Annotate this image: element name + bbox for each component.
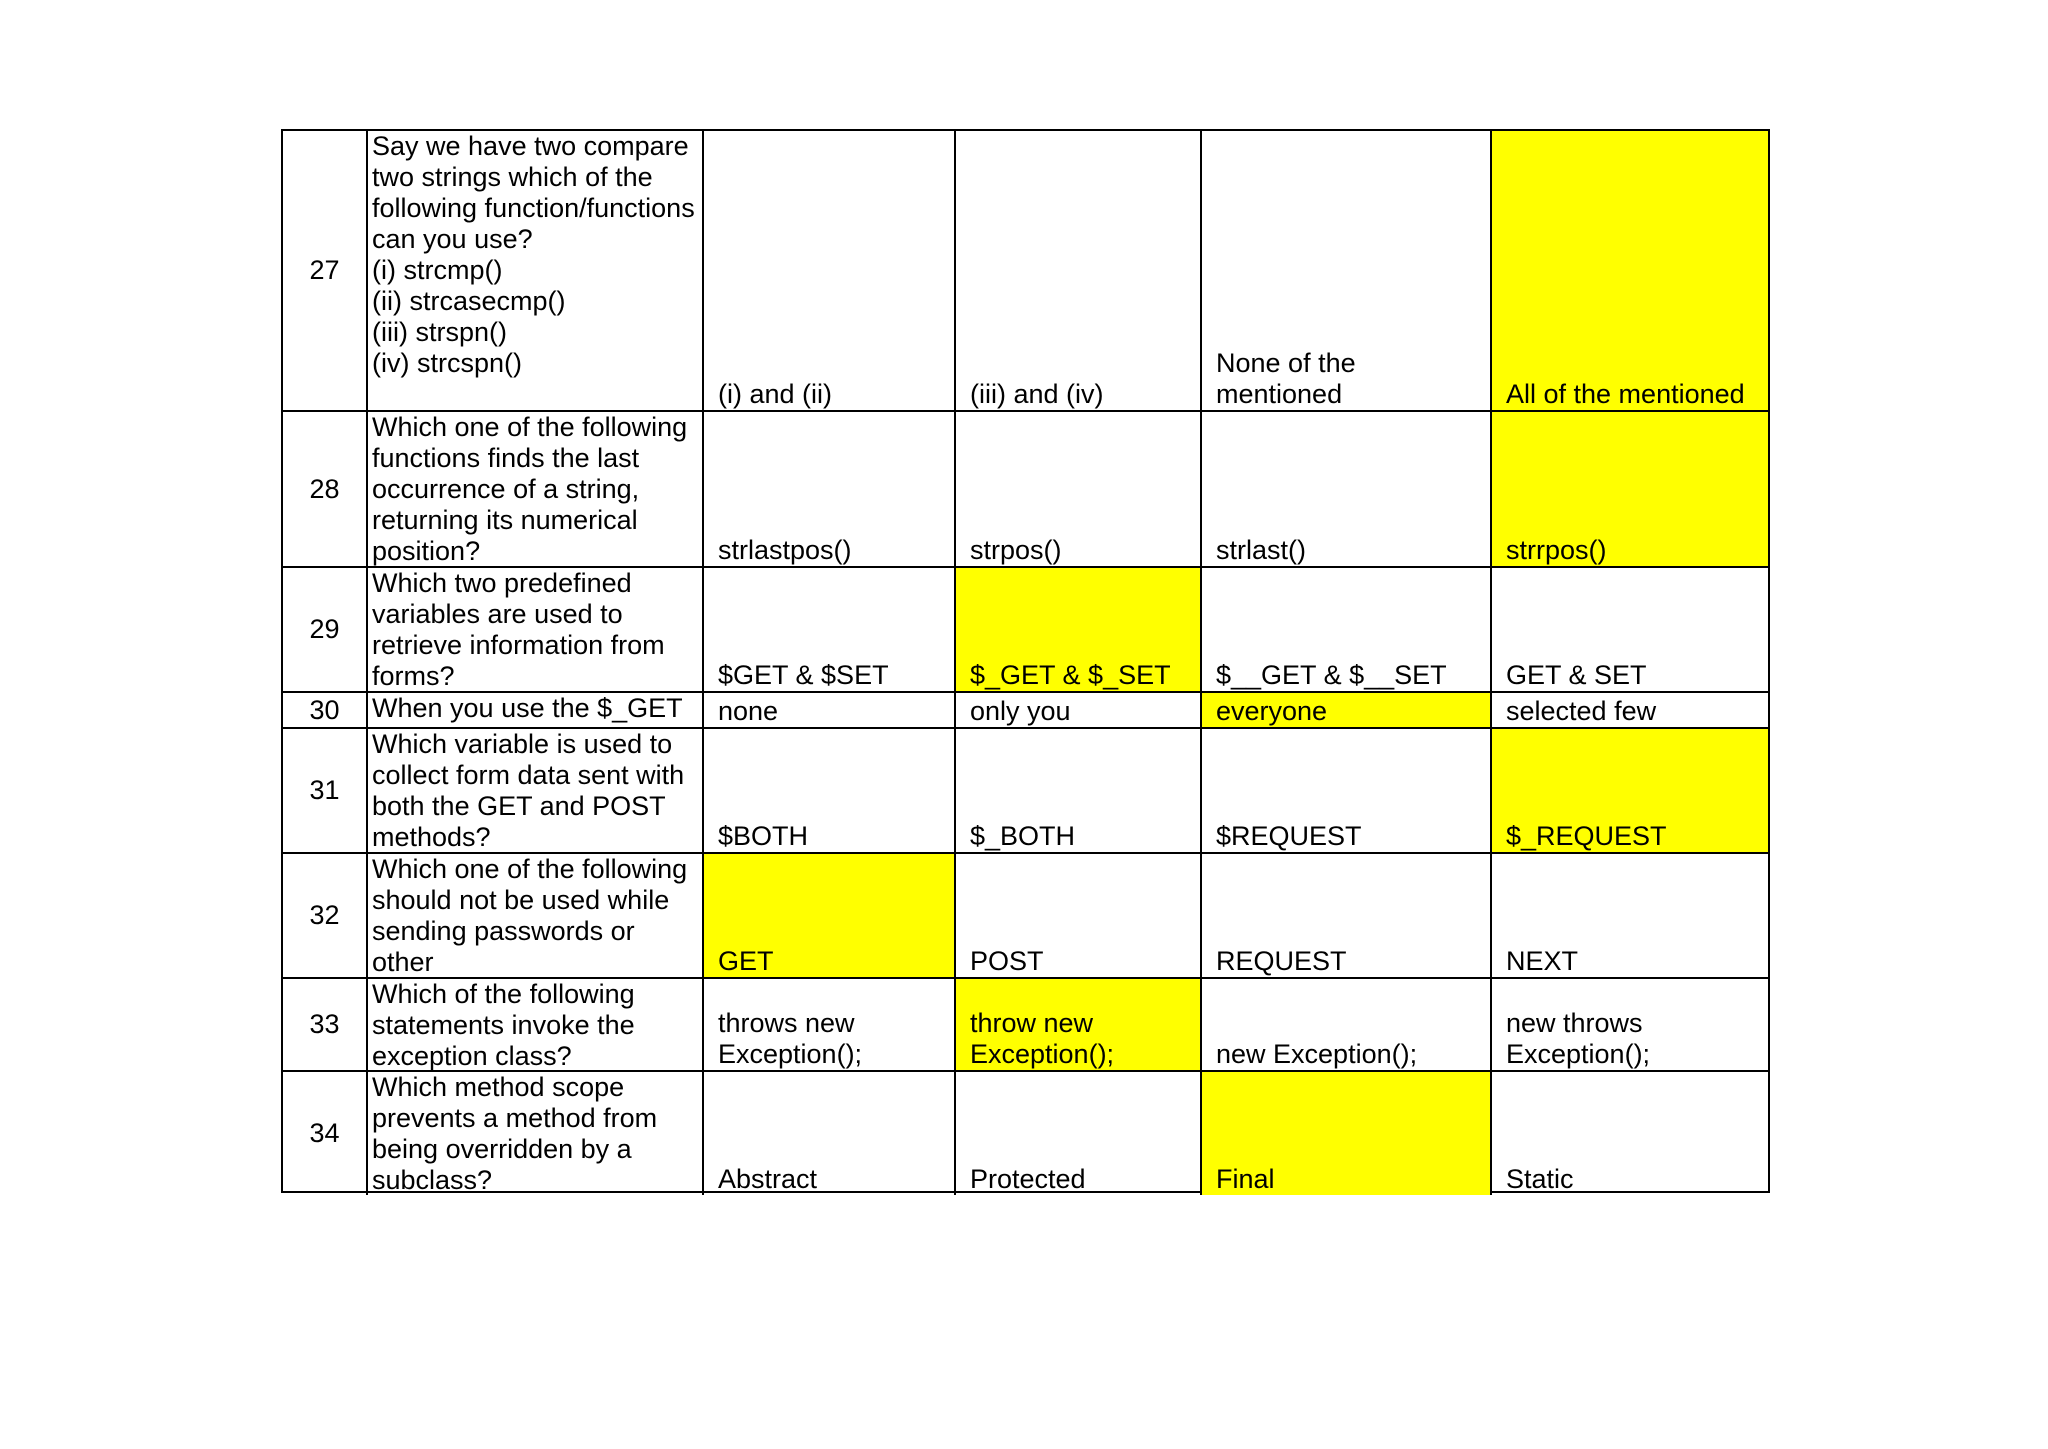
option-a bbox=[704, 568, 956, 693]
question-text: Which one of the following functions finds the last occurrence of a string, returning its numerical position? bbox=[368, 412, 704, 568]
option-label: (iii) and (iv) bbox=[970, 379, 1104, 409]
option-label: POST bbox=[970, 946, 1044, 976]
option-label: GET bbox=[718, 946, 774, 976]
option-c bbox=[1202, 854, 1492, 979]
option-a bbox=[704, 131, 956, 412]
option-c-correct bbox=[1202, 1072, 1492, 1195]
option-label: new throws Exception(); bbox=[1506, 1008, 1651, 1069]
question-row-28 bbox=[283, 412, 1768, 568]
option-label: strlast() bbox=[1216, 535, 1306, 565]
option-label: strrpos() bbox=[1506, 535, 1607, 565]
option-a bbox=[704, 979, 956, 1072]
question-row-30 bbox=[283, 693, 1768, 729]
option-b bbox=[956, 729, 1202, 854]
question-number: 31 bbox=[283, 729, 368, 854]
option-label: everyone bbox=[1216, 696, 1328, 726]
option-c bbox=[1202, 131, 1492, 412]
question-number: 28 bbox=[283, 412, 368, 568]
option-a-correct bbox=[704, 854, 956, 979]
question-text: Which of the following statements invoke the exception class? bbox=[368, 979, 704, 1072]
option-a bbox=[704, 1072, 956, 1195]
option-d bbox=[1492, 854, 1768, 979]
question-text: Which method scope prevents a method from being overridden by a subclass? bbox=[368, 1072, 704, 1195]
option-d bbox=[1492, 693, 1768, 729]
option-d-correct bbox=[1492, 131, 1768, 412]
option-d-correct bbox=[1492, 729, 1768, 854]
option-d bbox=[1492, 979, 1768, 1072]
option-label: $__GET & $__SET bbox=[1216, 660, 1447, 690]
option-a bbox=[704, 412, 956, 568]
option-label: Protected bbox=[970, 1164, 1086, 1194]
option-a bbox=[704, 729, 956, 854]
quiz-table bbox=[281, 129, 1770, 1193]
option-label: Abstract bbox=[718, 1164, 818, 1194]
question-row-31 bbox=[283, 729, 1768, 854]
question-number: 30 bbox=[283, 693, 368, 729]
option-b bbox=[956, 131, 1202, 412]
option-label: None of the mentioned bbox=[1216, 348, 1356, 409]
option-label: $_GET & $_SET bbox=[970, 660, 1171, 690]
question-text: Which one of the following should not be used while sending passwords or other bbox=[368, 854, 704, 979]
option-c bbox=[1202, 979, 1492, 1072]
option-label: throws new Exception(); bbox=[718, 1008, 863, 1069]
option-b-correct bbox=[956, 568, 1202, 693]
option-b bbox=[956, 1072, 1202, 1195]
option-label: GET & SET bbox=[1506, 660, 1647, 690]
option-d-correct bbox=[1492, 412, 1768, 568]
option-label: $_BOTH bbox=[970, 821, 1076, 851]
option-label: REQUEST bbox=[1216, 946, 1347, 976]
option-b bbox=[956, 854, 1202, 979]
question-number: 29 bbox=[283, 568, 368, 693]
option-label: strlastpos() bbox=[718, 535, 852, 565]
option-c-correct bbox=[1202, 693, 1492, 729]
option-d bbox=[1492, 568, 1768, 693]
option-label: $BOTH bbox=[718, 821, 809, 851]
option-label: $REQUEST bbox=[1216, 821, 1362, 851]
question-number: 34 bbox=[283, 1072, 368, 1195]
question-text: When you use the $_GET bbox=[368, 693, 704, 729]
option-c bbox=[1202, 729, 1492, 854]
question-text: Which two predefined variables are used to retrieve information from forms? bbox=[368, 568, 704, 693]
option-label: NEXT bbox=[1506, 946, 1579, 976]
option-b bbox=[956, 693, 1202, 729]
question-text: Say we have two compare two strings which of the following function/functions can you use? (i) strcmp() (ii) strcasecmp() (iii) strspn() (iv) strcspn() bbox=[368, 131, 704, 412]
option-label: Static bbox=[1506, 1164, 1574, 1194]
option-label: (i) and (ii) bbox=[718, 379, 833, 409]
option-label: Final bbox=[1216, 1164, 1275, 1194]
question-row-29 bbox=[283, 568, 1768, 693]
question-row-27 bbox=[283, 131, 1768, 412]
option-c bbox=[1202, 568, 1492, 693]
option-label: strpos() bbox=[970, 535, 1062, 565]
option-label: throw new Exception(); bbox=[970, 1008, 1115, 1069]
question-row-33 bbox=[283, 979, 1768, 1072]
option-label: $_REQUEST bbox=[1506, 821, 1667, 851]
option-label: none bbox=[718, 696, 779, 726]
option-label: $GET & $SET bbox=[718, 660, 889, 690]
option-label: only you bbox=[970, 696, 1071, 726]
option-label: new Exception(); bbox=[1216, 1039, 1418, 1069]
question-row-34 bbox=[283, 1072, 1768, 1195]
question-number: 33 bbox=[283, 979, 368, 1072]
option-b-correct bbox=[956, 979, 1202, 1072]
option-c bbox=[1202, 412, 1492, 568]
option-label: selected few bbox=[1506, 696, 1657, 726]
question-number: 32 bbox=[283, 854, 368, 979]
option-label: All of the mentioned bbox=[1506, 379, 1745, 409]
question-number: 27 bbox=[283, 131, 368, 412]
option-b bbox=[956, 412, 1202, 568]
question-text: Which variable is used to collect form data sent with both the GET and POST methods? bbox=[368, 729, 704, 854]
question-row-32 bbox=[283, 854, 1768, 979]
option-d bbox=[1492, 1072, 1768, 1195]
option-a bbox=[704, 693, 956, 729]
